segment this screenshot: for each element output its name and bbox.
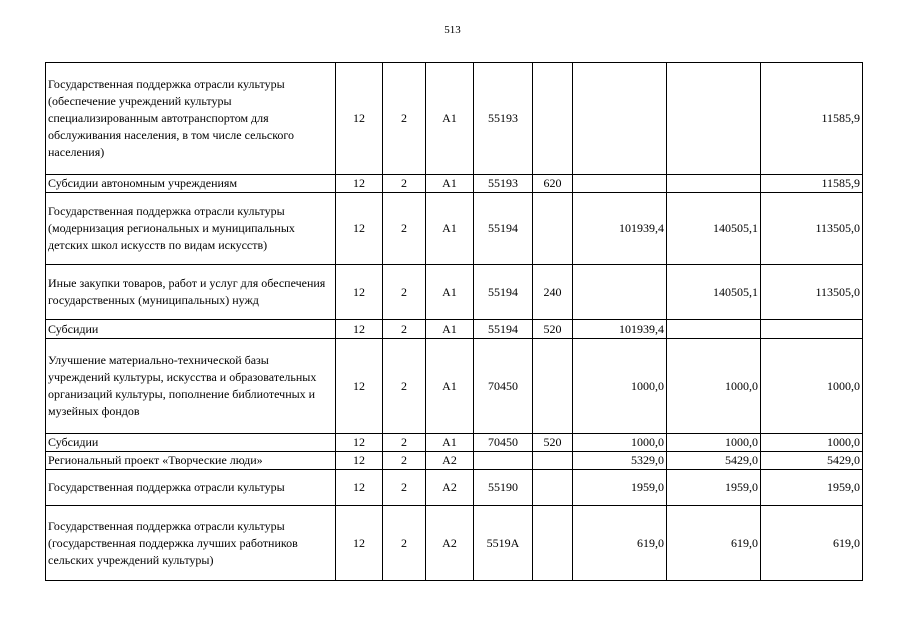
amount-year-1: 619,0 [573,506,667,581]
expense-type-code: 520 [533,434,573,452]
amount-year-1 [573,63,667,175]
section-code: 12 [336,63,383,175]
row-name: Субсидии автономным учреждениям [46,175,336,193]
row-name: Улучшение материально-технической базы учреждений культуры, искусства и образовательных организаций культуры, пополнение библиотечных и музейных фондов [46,339,336,434]
section-code: 12 [336,193,383,265]
row-name: Субсидии [46,434,336,452]
amount-year-3: 619,0 [761,506,863,581]
amount-year-3 [761,320,863,339]
table-row [46,434,863,452]
amount-year-2: 1000,0 [667,339,761,434]
amount-year-1: 1959,0 [573,470,667,506]
amount-year-3: 113505,0 [761,265,863,320]
amount-year-1: 1000,0 [573,434,667,452]
subsection-code: 2 [383,339,426,434]
section-code: 12 [336,470,383,506]
table-row [46,193,863,265]
amount-year-3: 1959,0 [761,470,863,506]
amount-year-2: 5429,0 [667,452,761,470]
table-row [46,470,863,506]
expense-type-code [533,193,573,265]
amount-year-3: 1000,0 [761,339,863,434]
row-name: Государственная поддержка отрасли культуры [46,470,336,506]
amount-year-1: 101939,4 [573,193,667,265]
program-code: А1 [426,175,474,193]
expense-type-code: 620 [533,175,573,193]
amount-year-3: 113505,0 [761,193,863,265]
row-name: Региональный проект «Творческие люди» [46,452,336,470]
row-name: Иные закупки товаров, работ и услуг для обеспечения государственных (муниципальных) нужд [46,265,336,320]
budget-table [45,62,863,581]
row-name: Государственная поддержка отрасли культуры (государственная поддержка лучших работников сельских учреждений культуры) [46,506,336,581]
program-code: А1 [426,193,474,265]
amount-year-3: 5429,0 [761,452,863,470]
target-code [474,452,533,470]
subsection-code: 2 [383,320,426,339]
amount-year-3: 11585,9 [761,63,863,175]
program-code: А1 [426,339,474,434]
subsection-code: 2 [383,193,426,265]
subsection-code: 2 [383,470,426,506]
program-code: А2 [426,470,474,506]
amount-year-2 [667,63,761,175]
amount-year-1 [573,175,667,193]
expense-type-code: 520 [533,320,573,339]
section-code: 12 [336,265,383,320]
row-name: Государственная поддержка отрасли культуры (обеспечение учреждений культуры специализированным автотранспортом для обслуживания населения, в том числе сельского населения) [46,63,336,175]
table-row [46,506,863,581]
subsection-code: 2 [383,452,426,470]
section-code: 12 [336,175,383,193]
subsection-code: 2 [383,175,426,193]
amount-year-1 [573,265,667,320]
expense-type-code [533,339,573,434]
table-row [46,452,863,470]
expense-type-code [533,506,573,581]
expense-type-code [533,470,573,506]
page-number: 513 [444,24,461,36]
amount-year-2 [667,320,761,339]
amount-year-1: 5329,0 [573,452,667,470]
amount-year-3: 1000,0 [761,434,863,452]
section-code: 12 [336,320,383,339]
target-code: 55194 [474,193,533,265]
target-code: 55190 [474,470,533,506]
target-code: 70450 [474,434,533,452]
row-name: Государственная поддержка отрасли культуры (модернизация региональных и муниципальных детских школ искусств по видам искусств) [46,193,336,265]
expense-type-code [533,452,573,470]
table-row [46,339,863,434]
section-code: 12 [336,339,383,434]
target-code: 5519А [474,506,533,581]
program-code: А1 [426,320,474,339]
table-row [46,265,863,320]
table-row [46,175,863,193]
amount-year-2: 140505,1 [667,265,761,320]
amount-year-2: 619,0 [667,506,761,581]
amount-year-1: 101939,4 [573,320,667,339]
section-code: 12 [336,506,383,581]
amount-year-2 [667,175,761,193]
section-code: 12 [336,452,383,470]
amount-year-2: 1000,0 [667,434,761,452]
program-code: А1 [426,265,474,320]
program-code: А2 [426,506,474,581]
row-name: Субсидии [46,320,336,339]
subsection-code: 2 [383,265,426,320]
program-code: А1 [426,434,474,452]
table-row [46,63,863,175]
expense-type-code [533,63,573,175]
subsection-code: 2 [383,63,426,175]
amount-year-2: 140505,1 [667,193,761,265]
expense-type-code: 240 [533,265,573,320]
program-code: А2 [426,452,474,470]
target-code: 55194 [474,320,533,339]
target-code: 55194 [474,265,533,320]
target-code: 55193 [474,175,533,193]
subsection-code: 2 [383,506,426,581]
table-row [46,320,863,339]
target-code: 55193 [474,63,533,175]
amount-year-2: 1959,0 [667,470,761,506]
amount-year-3: 11585,9 [761,175,863,193]
amount-year-1: 1000,0 [573,339,667,434]
subsection-code: 2 [383,434,426,452]
target-code: 70450 [474,339,533,434]
program-code: А1 [426,63,474,175]
section-code: 12 [336,434,383,452]
